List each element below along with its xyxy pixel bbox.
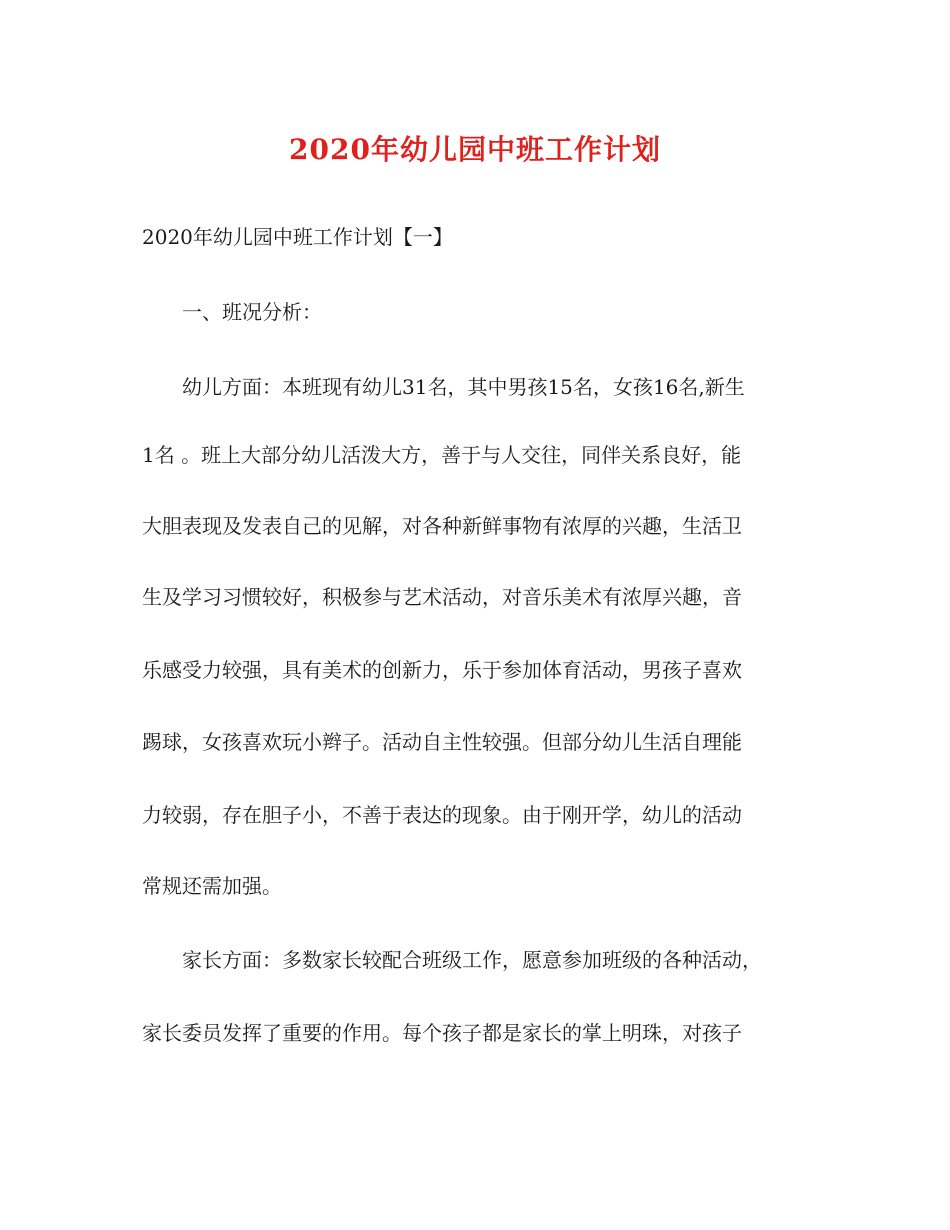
paragraph-line: 常规还需加强。 <box>142 874 282 898</box>
paragraph-line: 家长方面：多数家长较配合班级工作，愿意参加班级的各种活动， <box>182 948 762 972</box>
subheading-class-analysis: 一、班况分析： <box>182 300 322 324</box>
paragraph-line: 生及学习习惯较好，积极参与艺术活动，对音乐美术有浓厚兴趣，音 <box>142 585 742 609</box>
paragraph-line: 家长委员发挥了重要的作用。每个孩子都是家长的掌上明珠，对孩子 <box>142 1021 742 1045</box>
paragraph-line: 大胆表现及发表自己的见解，对各种新鲜事物有浓厚的兴趣，生活卫 <box>142 514 742 538</box>
paragraph-line: 乐感受力较强，具有美术的创新力，乐于参加体育活动，男孩子喜欢 <box>142 658 742 682</box>
document-title: 2020年幼儿园中班工作计划 <box>289 133 661 166</box>
paragraph-line: 踢球，女孩喜欢玩小辫子。活动自主性较强。但部分幼儿生活自理能 <box>142 730 742 754</box>
paragraph-line: 力较弱，存在胆子小，不善于表达的现象。由于刚开学，幼儿的活动 <box>142 803 742 827</box>
paragraph-line: 1名 。班上大部分幼儿活泼大方，善于与人交往，同伴关系良好，能 <box>142 443 742 467</box>
paragraph-line: 幼儿方面：本班现有幼儿31名，其中男孩15名，女孩16名,新生 <box>182 375 745 399</box>
section-heading: 2020年幼儿园中班工作计划【一】 <box>142 225 453 249</box>
